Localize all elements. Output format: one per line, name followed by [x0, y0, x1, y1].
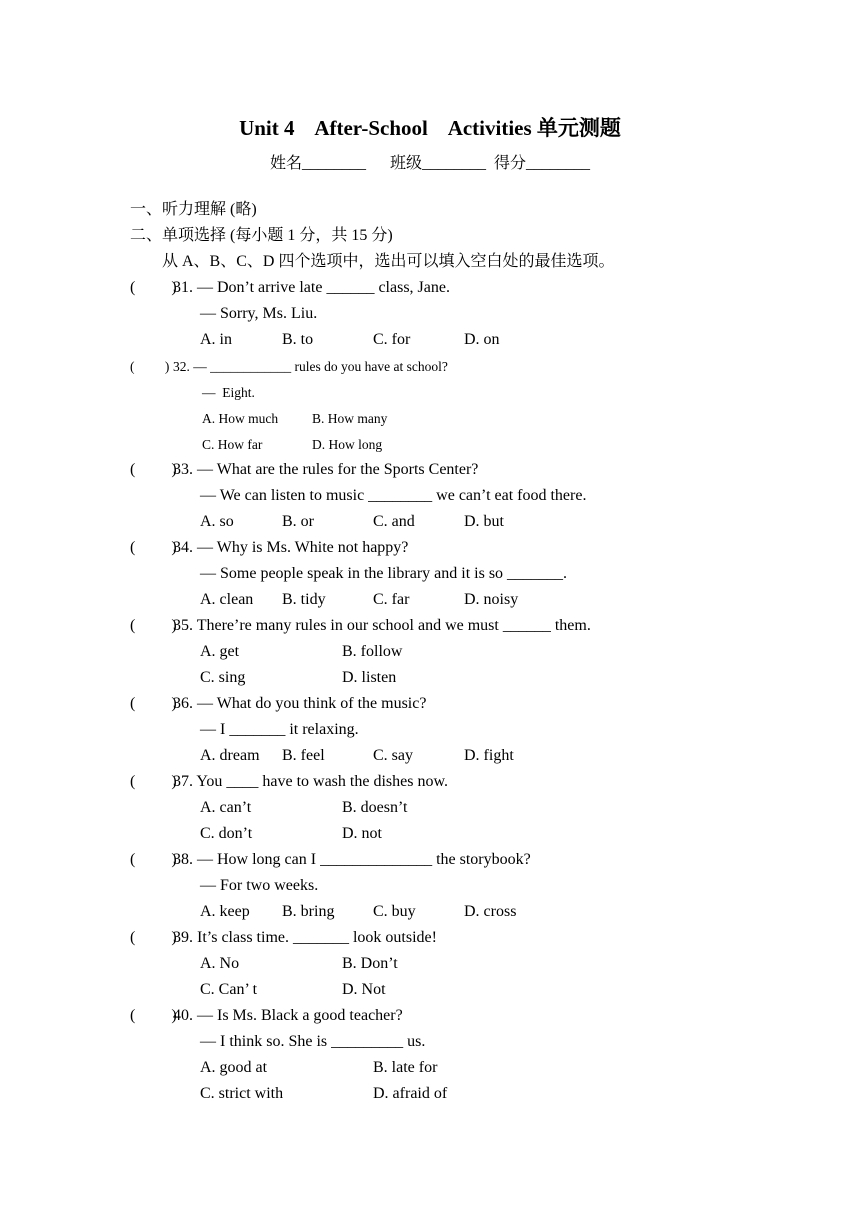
question-stem: 35. There’re many rules in our school and we must ______ them. [173, 617, 591, 634]
question-reply: — I _______ it relaxing. [200, 721, 359, 738]
answer-bracket: ( ) [130, 359, 170, 374]
option-d: D. listen [342, 669, 397, 686]
option-d: D. not [342, 825, 382, 842]
option-c: C. sing [200, 669, 246, 686]
question-stem: 32. — ____________ rules do you have at school? [173, 359, 448, 374]
option-a: A. No [200, 955, 240, 972]
option-a: A. How much [202, 411, 279, 426]
option-b: B. How many [312, 411, 388, 426]
answer-bracket: ( ) [130, 695, 177, 712]
option-d: D. How long [312, 437, 383, 452]
option-d: D. noisy [464, 591, 519, 608]
section-listening: 一、听力理解 (略) [130, 201, 257, 218]
option-c: C. strict with [200, 1085, 284, 1102]
answer-bracket: ( ) [130, 1007, 177, 1024]
student-info-line: 姓名________ 班级________ 得分________ [269, 155, 590, 172]
question-stem: 37. You ____ have to wash the dishes now. [173, 773, 448, 790]
option-b: B. or [282, 513, 314, 530]
question-stem: 36. — What do you think of the music? [173, 695, 427, 712]
option-a: A. so [200, 513, 234, 530]
option-c: C. and [373, 513, 415, 530]
question-reply: — Eight. [202, 385, 255, 400]
option-a: A. in [200, 331, 232, 348]
option-d: D. cross [464, 903, 517, 920]
question-reply: — Sorry, Ms. Liu. [200, 305, 318, 322]
question-reply: — I think so. She is _________ us. [200, 1033, 426, 1050]
option-b: B. to [282, 331, 314, 348]
option-d: D. Not [342, 981, 386, 998]
option-c: C. for [373, 331, 411, 348]
option-b: B. late for [373, 1059, 438, 1076]
option-d: D. on [464, 331, 500, 348]
question-reply: — Some people speak in the library and it is so _______. [200, 565, 568, 582]
option-d: D. but [464, 513, 504, 530]
option-c: C. far [373, 591, 410, 608]
question-stem: 33. — What are the rules for the Sports Center? [173, 461, 479, 478]
answer-bracket: ( ) [130, 851, 177, 868]
answer-bracket: ( ) [130, 773, 177, 790]
option-c: C. Can’ t [200, 981, 258, 998]
question-stem: 38. — How long can I ______________ the storybook? [173, 851, 531, 868]
answer-bracket: ( ) [130, 617, 177, 634]
section-single-choice: 二、单项选择 (每小题 1 分，共 15 分) [130, 227, 393, 244]
question-stem: 34. — Why is Ms. White not happy? [173, 539, 409, 556]
answer-bracket: ( ) [130, 929, 177, 946]
option-c: C. How far [202, 437, 263, 452]
question-stem: 40. — Is Ms. Black a good teacher? [173, 1007, 403, 1024]
option-b: B. Don’t [342, 955, 398, 972]
option-a: A. clean [200, 591, 254, 608]
section-instruction: 从 A、B、C、D 四个选项中，选出可以填入空白处的最佳选项。 [162, 253, 615, 270]
option-c: C. don’t [200, 825, 253, 842]
answer-bracket: ( ) [130, 279, 177, 296]
option-b: B. bring [282, 903, 335, 920]
option-a: A. good at [200, 1059, 268, 1076]
page-title: Unit 4 After-School Activities 单元测题 [239, 116, 621, 140]
question-reply: — For two weeks. [200, 877, 319, 894]
option-c: C. say [373, 747, 413, 764]
option-a: A. get [200, 643, 240, 660]
option-a: A. keep [200, 903, 250, 920]
option-b: B. doesn’t [342, 799, 408, 816]
option-b: B. tidy [282, 591, 326, 608]
option-d: D. fight [464, 747, 514, 764]
answer-bracket: ( ) [130, 461, 177, 478]
option-b: B. follow [342, 643, 403, 660]
question-stem: 39. It’s class time. _______ look outside! [173, 929, 437, 946]
option-c: C. buy [373, 903, 416, 920]
question-stem: 31. — Don’t arrive late ______ class, Jane. [173, 279, 450, 296]
answer-bracket: ( ) [130, 539, 177, 556]
option-d: D. afraid of [373, 1085, 448, 1102]
option-a: A. can’t [200, 799, 252, 816]
option-b: B. feel [282, 747, 325, 764]
question-reply: — We can listen to music ________ we can’t eat food there. [200, 487, 587, 504]
option-a: A. dream [200, 747, 260, 764]
